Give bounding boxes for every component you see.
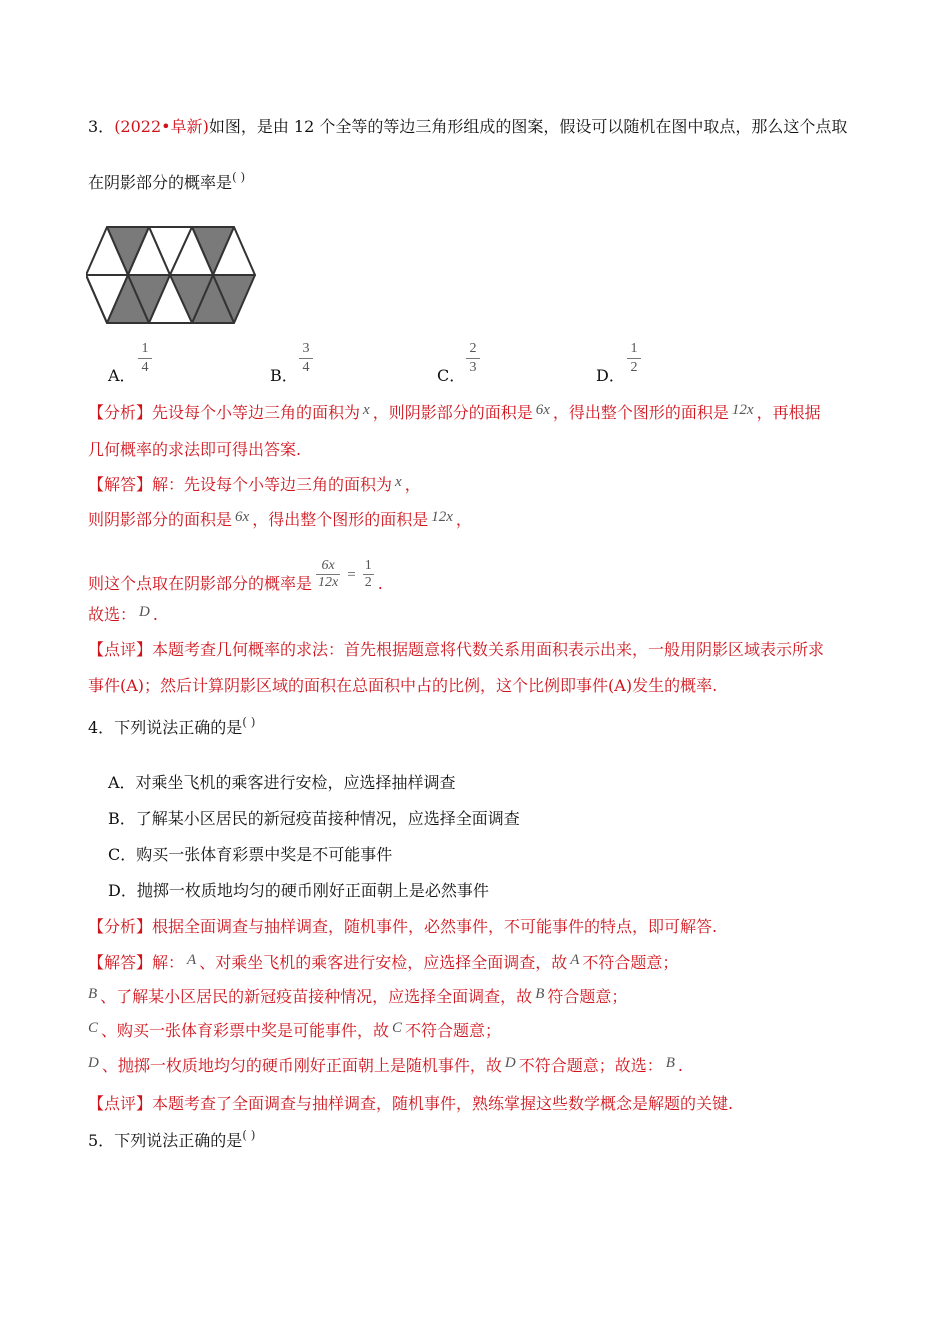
q4-option-d[interactable]: D．抛掷一枚质地均匀的硬币刚好正面朝上是必然事件 [108, 881, 489, 900]
option-label: D． [596, 366, 625, 385]
answer-choice: D [139, 604, 150, 620]
q3-triangle-figure [86, 226, 256, 324]
math-expr: 12x [431, 509, 453, 525]
q4-option-a[interactable]: A．对乘坐飞机的乘客进行安检，应选择抽样调查 [108, 773, 456, 792]
math-expr: 6x [535, 402, 550, 418]
option-label: B． [270, 366, 298, 385]
text: 先设每个小等边三角的面积为 [152, 403, 361, 422]
q4-option-c[interactable]: C．购买一张体育彩票中奖是不可能事件 [108, 845, 393, 864]
q4-stem [88, 717, 255, 740]
text: 解：先设每个小等边三角的面积为 [152, 475, 393, 494]
q3-stem-text2: 在阴影部分的概率是 [88, 173, 233, 192]
q5-answer-paren: ( ) [242, 1128, 256, 1142]
text: 符合题意； [547, 987, 628, 1006]
text: 解： [152, 953, 185, 972]
q3-stem-line1 [88, 116, 847, 138]
fraction-denominator: 2 [630, 360, 638, 375]
text: 、抛掷一枚质地均匀的硬币刚好正面朝上是随机事件，故 [101, 1056, 502, 1075]
q3-option-c-fraction [466, 340, 480, 377]
math-var: C [88, 1020, 99, 1036]
text: 、购买一张体育彩票中奖是可能事件，故 [101, 1021, 390, 1040]
option-label: C． [437, 366, 466, 385]
q3-answer-paren: ( ) [232, 170, 246, 184]
text: . [677, 1056, 683, 1075]
q3-comment-line2: 事件(A)；然后计算阴影区域的面积在总面积中占的比例，这个比例即事件(A)发生的概率. [88, 676, 718, 695]
q4-answer-line4 [88, 1055, 683, 1078]
q3-answer-line1 [88, 474, 421, 497]
q4-comment [88, 1093, 733, 1115]
text: 本题考查几何概率的求法：首先根据题意将代数关系用面积表示出来，一般用阴影区域表示所求 [152, 640, 825, 659]
text: 、了解某小区居民的新冠疫苗接种情况，应选择全面调查，故 [100, 987, 533, 1006]
answer-tag: 【解答】 [88, 953, 153, 972]
text: 下列说法正确的是 [114, 718, 243, 737]
text: 则这个点取在阴影部分的概率是 [88, 574, 313, 593]
fraction-numerator: 3 [299, 340, 313, 359]
text: ，则阴影部分的面积是 [372, 403, 533, 422]
comment-tag: 【点评】 [88, 640, 153, 659]
text: 根据全面调查与抽样调查，随机事件，必然事件，不可能事件的特点，即可解答. [152, 917, 718, 936]
math-var: x [395, 474, 402, 490]
text: ，得出整个图形的面积是 [252, 510, 429, 529]
text: 不符合题意；故选： [518, 1056, 663, 1075]
fraction-denominator: 12x [318, 575, 339, 590]
math-var: A [187, 952, 197, 968]
answer-choice: B [665, 1055, 675, 1071]
q3-option-b[interactable] [270, 365, 298, 387]
q3-answer-line4 [88, 604, 158, 627]
comment-tag: 【点评】 [88, 1094, 153, 1113]
text: 不符合题意； [405, 1021, 502, 1040]
q4-analysis [88, 916, 717, 938]
q5-stem [88, 1130, 255, 1153]
fraction-1-2 [363, 558, 374, 591]
analysis-tag: 【分析】 [88, 917, 153, 936]
q3-option-b-fraction [299, 340, 313, 377]
q3-option-d-fraction [627, 340, 641, 377]
text: . [152, 605, 158, 624]
fraction-denominator: 2 [364, 575, 372, 590]
analysis-tag: 【分析】 [88, 403, 153, 422]
text: 下列说法正确的是 [114, 1131, 243, 1150]
q4-number: 4． [88, 718, 115, 737]
q3-option-a[interactable] [108, 365, 136, 387]
q3-option-c[interactable] [437, 365, 465, 387]
q3-source: (2022•阜新) [114, 117, 209, 136]
text: 本题考查了全面调查与抽样调查，随机事件，熟练掌握这些数学概念是解题的关键. [152, 1094, 734, 1113]
q3-option-d[interactable] [596, 365, 625, 387]
text: . [377, 574, 383, 593]
fraction-numerator: 1 [364, 558, 372, 573]
q3-analysis-line1 [88, 402, 821, 425]
q4-answer-line2 [88, 986, 627, 1009]
q3-option-a-fraction [138, 340, 152, 377]
q3-comment-line1 [88, 639, 824, 661]
text: ， [404, 475, 421, 494]
q3-analysis-line2: 几何概率的求法即可得出答案. [88, 440, 302, 459]
q5-number: 5． [88, 1131, 115, 1150]
fraction-numerator: 6x [316, 558, 340, 575]
math-var: B [535, 986, 545, 1002]
q3-stem-line2 [88, 172, 245, 195]
answer-tag: 【解答】 [88, 475, 153, 494]
text: 、对乘坐飞机的乘客进行安检，应选择全面调查，故 [199, 953, 568, 972]
text: ， [455, 510, 472, 529]
math-var: C [392, 1020, 403, 1036]
math-var: x [363, 402, 370, 418]
q4-option-b[interactable]: B．了解某小区居民的新冠疫苗接种情况，应选择全面调查 [108, 809, 520, 828]
q3-answer-line2 [88, 509, 472, 532]
fraction-numerator: 2 [466, 340, 480, 359]
q3-number: 3． [88, 117, 115, 136]
math-var: B [88, 986, 98, 1002]
fraction-denominator: 4 [141, 360, 149, 375]
q4-answer-line3 [88, 1020, 501, 1043]
text: 故选： [88, 605, 137, 624]
fraction-numerator: 1 [627, 340, 641, 359]
q4-answer-paren: ( ) [242, 715, 256, 729]
q3-stem-text: 如图，是由 12 个全等的等边三角形组成的图案，假设可以随机在图中取点，那么这个点取 [208, 117, 848, 136]
text: 则阴影部分的面积是 [88, 510, 233, 529]
fraction-numerator: 1 [138, 340, 152, 359]
fraction-6x-12x [316, 558, 340, 591]
text: ，得出整个图形的面积是 [552, 403, 729, 422]
equals-sign: = [347, 567, 356, 583]
option-label: A． [108, 366, 136, 385]
text: ，再根据 [756, 403, 821, 422]
math-var: A [570, 952, 580, 968]
math-var: D [88, 1055, 99, 1071]
math-var: D [504, 1055, 516, 1071]
math-expr: 12x [731, 402, 754, 418]
text: 不符合题意； [582, 953, 679, 972]
q3-answer-line3 [88, 558, 383, 601]
math-expr: 6x [235, 509, 250, 525]
fraction-denominator: 3 [469, 360, 477, 375]
q4-answer-line1 [88, 952, 678, 975]
fraction-denominator: 4 [302, 360, 310, 375]
